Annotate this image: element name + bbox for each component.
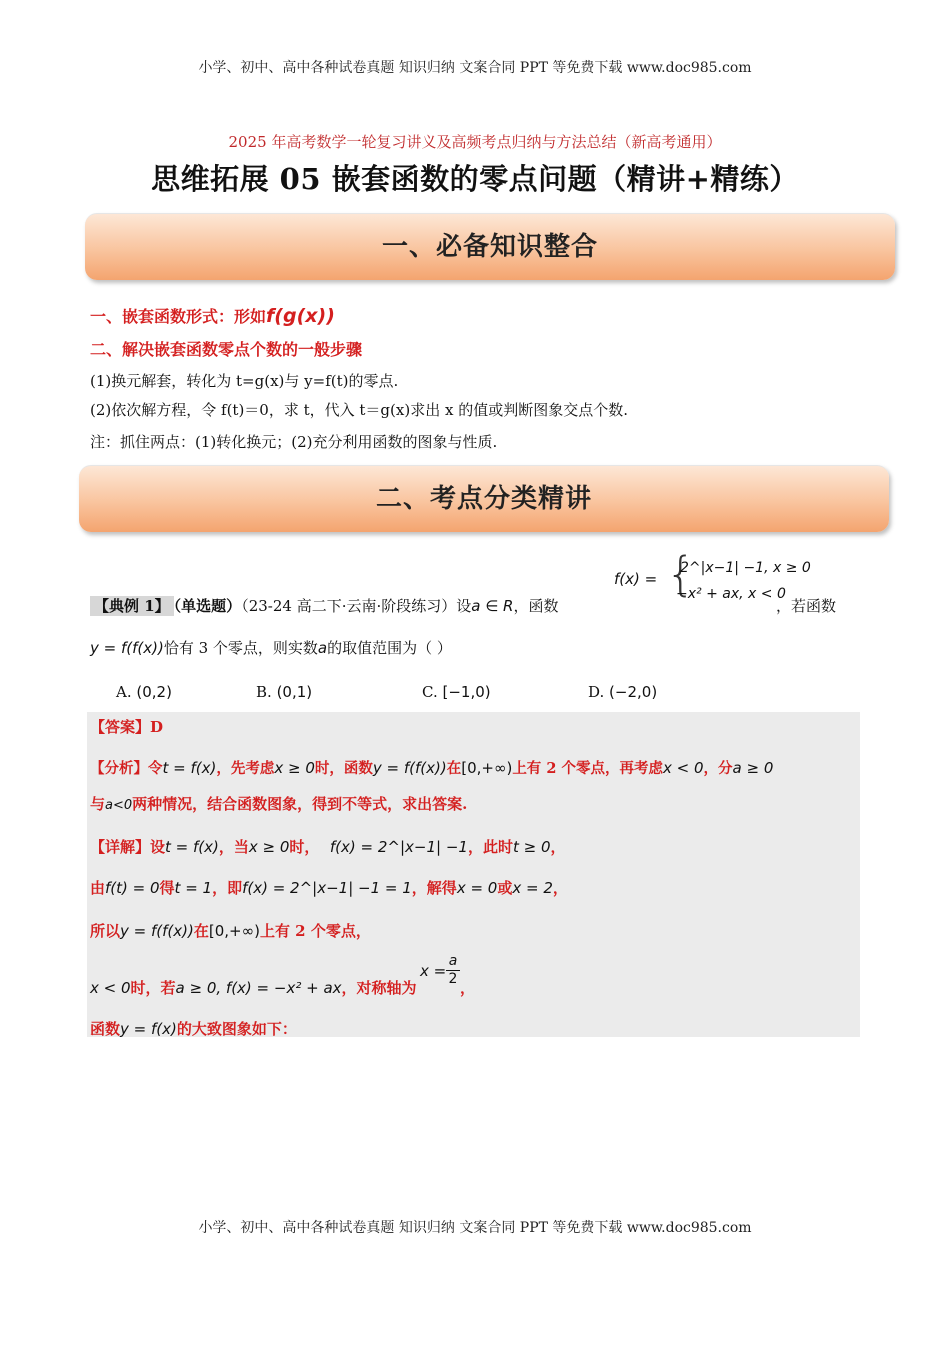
nested-function-formula: f(g(x)) <box>266 305 335 327</box>
knowledge-step-1: (1)换元解套，转化为 t=g(x)与 y=f(t)的零点. <box>90 372 399 390</box>
detail-line-5 <box>90 1018 297 1039</box>
option-a[interactable] <box>116 683 172 701</box>
knowledge-note: 注：抓住两点：(1)转化换元；(2)充分利用函数的图象与性质. <box>90 433 498 451</box>
knowledge-step-2: (2)依次解方程，令 f(t)＝0，求 t，代入 t＝g(x)求出 x 的值或判断图象交点个数. <box>90 401 628 419</box>
option-b-value: (0,1) <box>276 683 313 701</box>
option-c[interactable] <box>422 683 491 701</box>
d1-f3: f(x) = 2^|x−1| −1 <box>329 838 468 856</box>
d1-f1: t = f(x) <box>165 838 219 856</box>
piecewise-case-2-text: −x² + ax, x < 0 <box>676 586 786 602</box>
d2-f3: f(x) = 2^|x−1| −1 = 1 <box>242 879 412 897</box>
d4-end: ， <box>460 979 476 997</box>
d2-f2: t = 1 <box>174 879 213 897</box>
d2-t0: 由 <box>90 879 106 897</box>
analysis-t2: ，先考虑 <box>216 760 275 777</box>
d3-t2: 上有 2 个零点， <box>259 922 371 940</box>
analysis-line-2 <box>90 793 467 814</box>
detail-line-3 <box>90 920 371 941</box>
d1-f4: t ≥ 0 <box>512 838 551 856</box>
d4-t2: ，对称轴为 <box>341 979 417 997</box>
page-header: 小学、初中、高中各种试卷真题 知识归纳 文案合同 PPT 等免费下载 www.doc985.com <box>198 60 752 76</box>
analysis-line-1 <box>90 757 773 778</box>
d3-t0: 所以 <box>90 922 121 940</box>
option-b[interactable] <box>256 683 312 701</box>
fraction-numerator: a <box>446 953 460 971</box>
document-subtitle: 2025 年高考数学一轮复习讲义及高频考点归纳与方法总结（新高考通用） <box>228 133 722 151</box>
analysis-f1: t = f(x) <box>162 759 217 777</box>
analysis-f9: x < 0 <box>663 759 704 777</box>
option-a-value: (0,2) <box>136 683 172 701</box>
section-banner-2 <box>79 465 889 532</box>
option-c-value: [−1,0) <box>442 683 491 701</box>
d2-f5: x = 2 <box>512 879 553 897</box>
option-d-value: (−2,0) <box>609 683 658 701</box>
fraction-denominator: 2 <box>448 971 458 987</box>
document-title: 思维拓展 05 嵌套函数的零点问题（精讲+精练） <box>151 162 799 196</box>
section-banner-1 <box>85 213 895 280</box>
d4-t1: 时，若 <box>130 979 176 997</box>
question-source: （23-24 高二下·云南·阶段练习）设 <box>241 597 472 615</box>
d3-t1: 在 <box>193 922 209 940</box>
d1-t4: ， <box>550 838 566 856</box>
composite-function-formula: y = f(f(x)) <box>90 639 164 657</box>
analysis-f11: a ≥ 0 <box>732 759 774 777</box>
option-d[interactable] <box>588 683 657 701</box>
knowledge-heading-1-text: 一、嵌套函数形式：形如 <box>90 307 267 326</box>
section-banner-2-label: 二、考点分类精讲 <box>375 484 592 514</box>
example-line-1-tail: ，若函数 <box>776 597 837 615</box>
d2-t3: ，解得 <box>411 879 457 897</box>
analysis-t8: 上有 2 个零点，再考虑 <box>512 760 663 777</box>
analysis-t14: 两种情况，结合函数图象，得到不等式，求出答案. <box>132 795 468 813</box>
detail-tag: 【详解】设 <box>90 838 166 856</box>
analysis-tag: 【分析】令 <box>90 760 163 777</box>
piecewise-lhs <box>614 570 657 588</box>
fraction <box>446 953 460 988</box>
d1-t1: ，当 <box>218 838 249 856</box>
analysis-t12: 与 <box>90 795 106 813</box>
d2-f1: f(t) = 0 <box>105 879 160 897</box>
option-b-label: B. <box>256 683 272 701</box>
option-d-label: D. <box>588 683 605 701</box>
question-type: （单选题） <box>173 597 242 615</box>
page-footer: 小学、初中、高中各种试卷真题 知识归纳 文案合同 PPT 等免费下载 www.doc985.com <box>198 1220 752 1236</box>
section-banner-1-label: 一、必备知识整合 <box>381 232 598 262</box>
example-line-2-text: 恰有 3 个零点，则实数 <box>163 639 318 657</box>
piecewise-lhs-text: f(x) = <box>614 570 658 588</box>
analysis-t4: 时，函数 <box>314 760 373 777</box>
d5-t0: 函数 <box>90 1020 121 1038</box>
example-line-2-end: 的取值范围为（ ） <box>327 639 452 657</box>
knowledge-heading-1 <box>90 304 335 327</box>
piecewise-case-1 <box>680 560 811 576</box>
example-line-2 <box>90 637 452 658</box>
a-in-r-formula: a ∈ R <box>471 597 514 615</box>
d2-t5: ， <box>552 879 568 897</box>
detail-line-4 <box>90 977 417 998</box>
detail-line-2 <box>90 877 568 898</box>
d5-t1: 的大致图象如下： <box>176 1020 297 1038</box>
function-word: ，函数 <box>513 597 559 615</box>
option-a-label: A. <box>116 683 132 701</box>
d1-t2: 时， <box>289 838 320 856</box>
d2-t1: 得 <box>159 879 175 897</box>
d2-t4: 或 <box>497 879 513 897</box>
d4-f0: x < 0 <box>90 979 131 997</box>
analysis-f5: y = f(f(x)) <box>372 759 447 777</box>
var-a: a <box>317 639 328 657</box>
example-tag: 【典例 1】 <box>90 596 174 616</box>
d1-t3: ，此时 <box>467 838 513 856</box>
option-c-label: C. <box>422 683 438 701</box>
axis-formula <box>420 962 446 980</box>
d2-t2: ，即 <box>212 879 243 897</box>
knowledge-heading-2: 二、解决嵌套函数零点个数的一般步骤 <box>90 340 363 359</box>
answer-line: 【答案】D <box>90 718 164 736</box>
d1-f2: x ≥ 0 <box>248 838 290 856</box>
d3-f1: y = f(f(x)) <box>120 922 194 940</box>
analysis-t10: ，分 <box>703 760 733 777</box>
piecewise-case-1-text: 2^|x−1| −1, x ≥ 0 <box>680 560 811 576</box>
d2-f4: x = 0 <box>456 879 498 897</box>
piecewise-case-2 <box>676 586 786 602</box>
detail-line-1 <box>90 836 566 857</box>
analysis-f13: a<0 <box>105 798 133 813</box>
example-line-1 <box>90 595 558 616</box>
d4-f1: a ≥ 0, f(x) = −x² + ax <box>175 979 342 997</box>
analysis-f7: [0,+∞) <box>461 759 513 777</box>
axis-lhs: x = <box>420 962 447 980</box>
analysis-t6: 在 <box>446 760 462 777</box>
d3-f2: [0,+∞) <box>208 922 260 940</box>
d5-f1: y = f(x) <box>120 1020 177 1038</box>
analysis-f3: x ≥ 0 <box>274 759 315 777</box>
brace-icon: { <box>666 547 696 601</box>
